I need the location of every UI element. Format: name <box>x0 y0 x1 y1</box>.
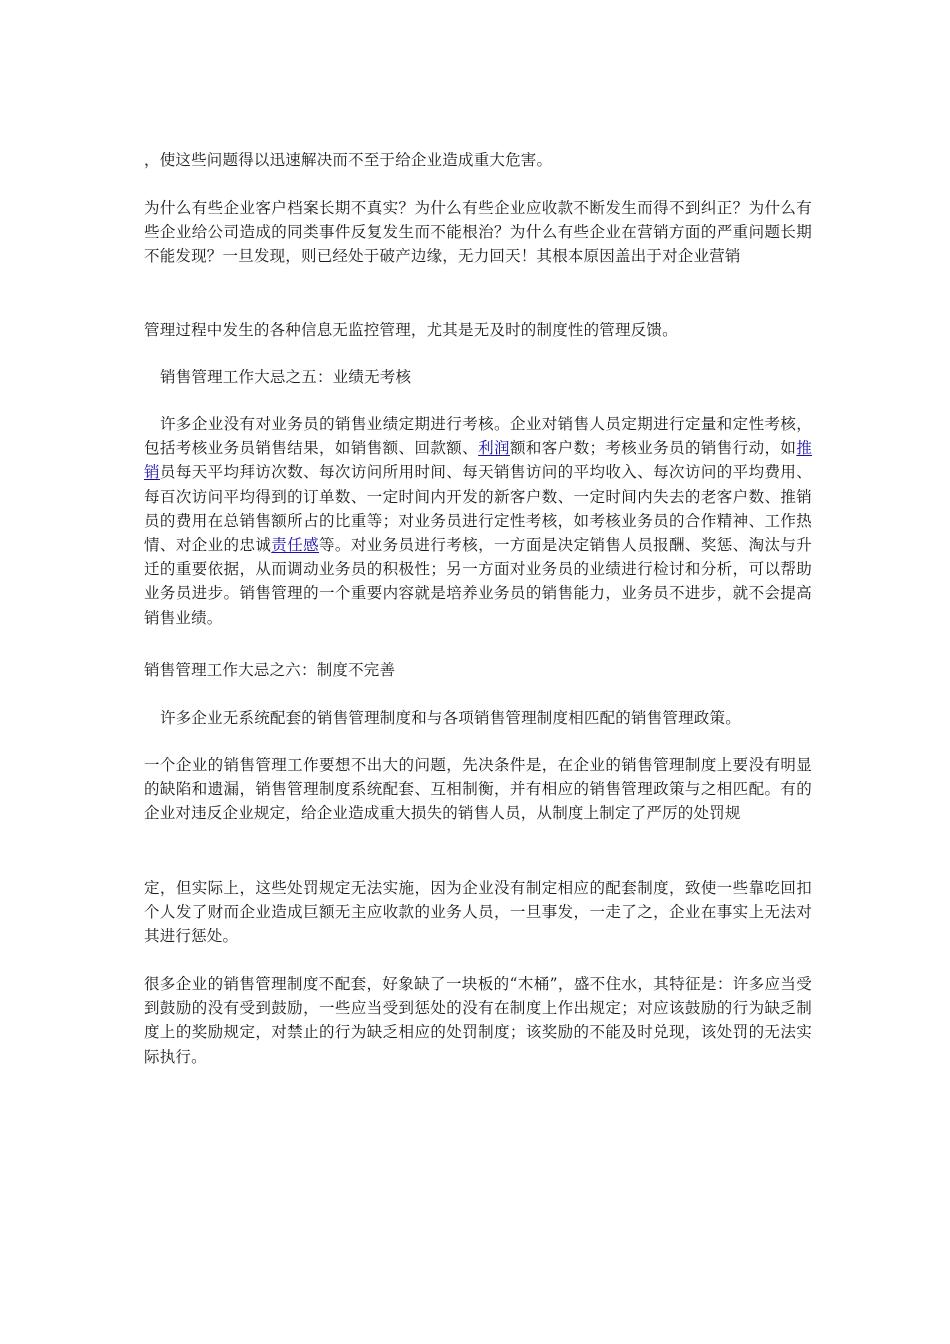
paragraph <box>144 196 812 269</box>
section-heading-five <box>144 365 812 389</box>
section-heading-six <box>144 658 812 682</box>
paragraph <box>144 876 812 949</box>
paragraph <box>144 412 812 630</box>
paragraph-text: 额和客户数；考核业务员的销售行动，如 <box>509 439 797 458</box>
paragraph <box>144 706 812 730</box>
inline-link[interactable]: 推销 <box>144 439 813 482</box>
paragraph-text: 等。对业务员进行考核，一方面是决定销售人员报酬、奖惩、淘汰与升迁的重要依据，从而调动业务员的积极性；另一方面对业务员的业绩进行检讨和分析，可以帮助业务员进步。销售管理的一个重要内容就是培养业务员的销售能力，业务员不进步，就不会提高销售业绩。 <box>144 536 812 627</box>
paragraph <box>144 972 812 1069</box>
paragraph <box>144 753 812 826</box>
paragraph <box>144 148 812 172</box>
paragraph-text: 许多企业没有对业务员的销售业绩定期进行考核。企业对销售人员定期进行定量和定性考核，包括考核业务员销售结果，如销售额、回款额、 <box>144 415 812 458</box>
paragraph-text: 为什么有些企业客户档案长期不真实？为什么有些企业应收款不断发生而得不到纠正？为什么有些企业给公司造成的同类事件反复发生而不能根治？为什么有些企业在营销方面的严重问题长期不能发现？一旦发现，则已经处于破产边缘，无力回天！其根本原因盖出于对企业营销 <box>144 199 812 266</box>
paragraph-text: 员每天平均拜访次数、每次访问所用时间、每天销售访问的平均收入、每次访问的平均费用、每百次访问平均得到的订单数、一定时间内开发的新客户数、一定时间内失去的老客户数、推销员的费用在总销售额所占的比重等；对业务员进行定性考核，如考核业务员的合作精神、工作热情、对企业的忠诚 <box>144 463 813 555</box>
paragraph <box>144 318 812 342</box>
paragraph-text: ，使这些问题得以迅速解决而不至于给企业造成重大危害。 <box>144 151 553 169</box>
paragraph-text: 一个企业的销售管理工作要想不出大的问题，先决条件是，在企业的销售管理制度上要没有明显的缺陷和遗漏，销售管理制度系统配套、互相制衡，并有相应的销售管理政策与之相匹配。有的企业对违反企业规定，给企业造成重大损失的销售人员，从制度上制定了严厉的处罚规 <box>144 756 812 823</box>
paragraph-text: 销售管理工作大忌之六：制度不完善 <box>144 661 396 679</box>
paragraph-text: 定，但实际上，这些处罚规定无法实施，因为企业没有制定相应的配套制度，致使一些靠吃回扣个人发了财而企业造成巨额无主应收款的业务人员，一旦事发，一走了之，企业在事实上无法对其进行惩处。 <box>144 879 812 946</box>
inline-link[interactable]: 责任感 <box>271 536 320 555</box>
paragraph-text: 很多企业的销售管理制度不配套，好象缺了一块板的“木桶”，盛不住水，其特征是：许多应当受到鼓励的没有受到鼓励，一些应当受到惩处的没有在制度上作出规定；对应该鼓励的行为缺乏制度上的奖励规定，对禁止的行为缺乏相应的处罚制度；该奖励的不能及时兑现，该处罚的无法实际执行。 <box>144 975 812 1066</box>
paragraph-text: 管理过程中发生的各种信息无监控管理，尤其是无及时的制度性的管理反馈。 <box>144 321 678 339</box>
inline-link[interactable]: 利润 <box>478 439 510 458</box>
paragraph-text: 销售管理工作大忌之五：业绩无考核 <box>160 368 412 386</box>
paragraph-text: 许多企业无系统配套的销售管理制度和与各项销售管理制度相匹配的销售管理政策。 <box>160 709 741 727</box>
